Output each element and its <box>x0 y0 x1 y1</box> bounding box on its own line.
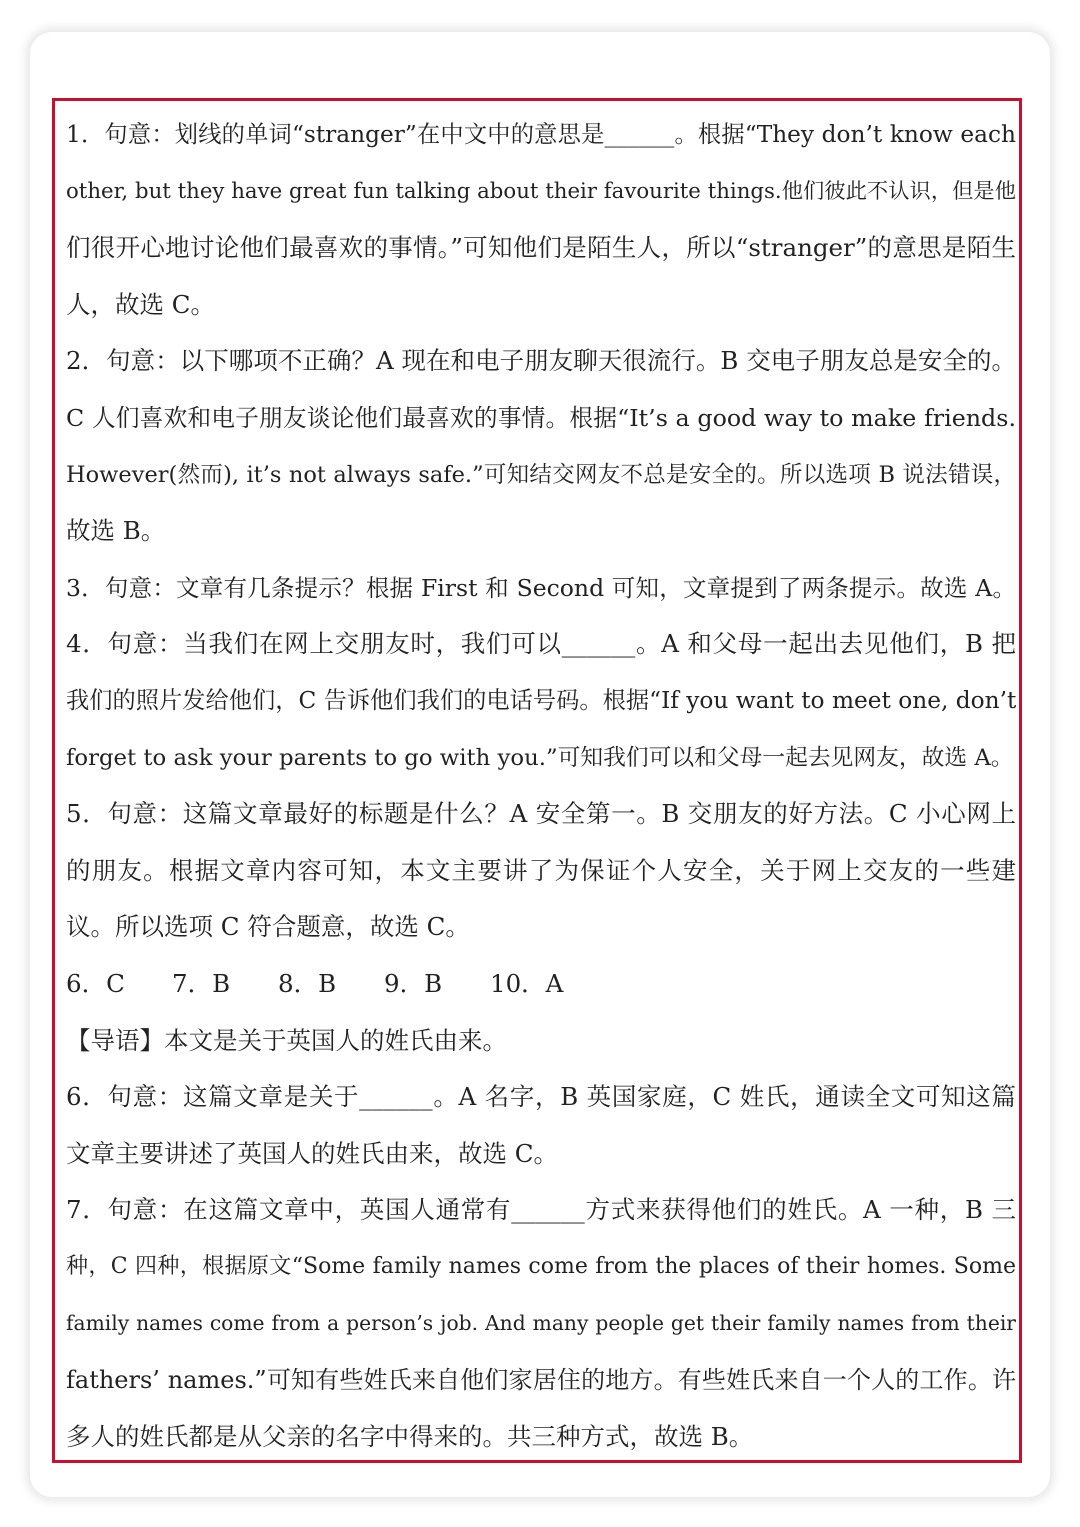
text-line: 们很开心地讨论他们最喜欢的事情。”可知他们是陌生人，所以“stranger”的意思是陌生 <box>66 233 1016 263</box>
answer-item: 6．C <box>66 968 125 998</box>
text-line: 我们的照片发给他们，C 告诉他们我们的电话号码。根据“If you want to meet one, don’t <box>66 686 1017 714</box>
text-line: 文章主要讲述了英国人的姓氏由来，故选 C。 <box>66 1138 559 1168</box>
text-line: 4．句意：当我们在网上交朋友时，我们可以______。A 和父母一起出去见他们，B 把 <box>66 629 1016 659</box>
text-line: 6．句意：这篇文章是关于______。A 名字，B 英国家庭，C 姓氏，通读全文可知这篇 <box>66 1082 1016 1112</box>
text-line: 人，故选 C。 <box>66 289 216 319</box>
text-line: 7．句意：在这篇文章中，英国人通常有______方式来获得他们的姓氏。A 一种，B 三 <box>66 1195 1016 1225</box>
text-line: 种，C 四种，根据原文“Some family names come from the places of their homes. Some <box>66 1253 1016 1279</box>
text-line: 5．句意：这篇文章最好的标题是什么？A 安全第一。B 交朋友的好方法。C 小心网上 <box>66 799 1016 829</box>
text-line: 3．句意：文章有几条提示？根据 First 和 Second 可知，文章提到了两条提示。故选 A。 <box>66 573 1016 602</box>
text-line: family names come from a person’s job. And many people get their family names from their <box>66 1311 1016 1336</box>
answer-content <box>66 107 1016 1465</box>
text-line: However(然而), it’s not always safe.”可知结交网友不总是安全的。所以选项 B 说法错误， <box>66 461 1016 488</box>
text-line: forget to ask your parents to go with you.”可知我们可以和父母一起去见网友，故选 A。 <box>66 744 1014 771</box>
answer-key-line <box>66 956 1016 1013</box>
text-line: C 人们喜欢和电子朋友谈论他们最喜欢的事情。根据“It’s a good way to make friends. <box>66 403 1016 432</box>
answer-item: 8．B <box>278 968 337 998</box>
text-line: 的朋友。根据文章内容可知，本文主要讲了为保证个人安全，关于网上交友的一些建 <box>66 855 1016 885</box>
answer-item: 7．B <box>172 968 231 998</box>
answer-item: 9．B <box>384 968 443 998</box>
answer-item: 10．A <box>490 968 564 998</box>
text-line: 多人的姓氏都是从父亲的名字中得来的。共三种方式，故选 B。 <box>66 1421 754 1451</box>
text-line: 2．句意：以下哪项不正确？A 现在和电子朋友聊天很流行。B 交电子朋友总是安全的。 <box>66 346 1016 376</box>
lead-in-line: 【导语】本文是关于英国人的姓氏由来。 <box>66 1025 507 1055</box>
text-line: other, but they have great fun talking about their favourite things.他们彼此不认识，但是他 <box>66 178 1016 204</box>
text-line: 故选 B。 <box>66 516 166 546</box>
text-line: 议。所以选项 C 符合题意，故选 C。 <box>66 912 470 942</box>
text-line: 1．句意：划线的单词“stranger”在中文中的意思是______。根据“They don’t know each <box>66 121 1016 148</box>
text-line: fathers’ names.”可知有些姓氏来自他们家居住的地方。有些姓氏来自一个人的工作。许 <box>66 1366 1016 1395</box>
